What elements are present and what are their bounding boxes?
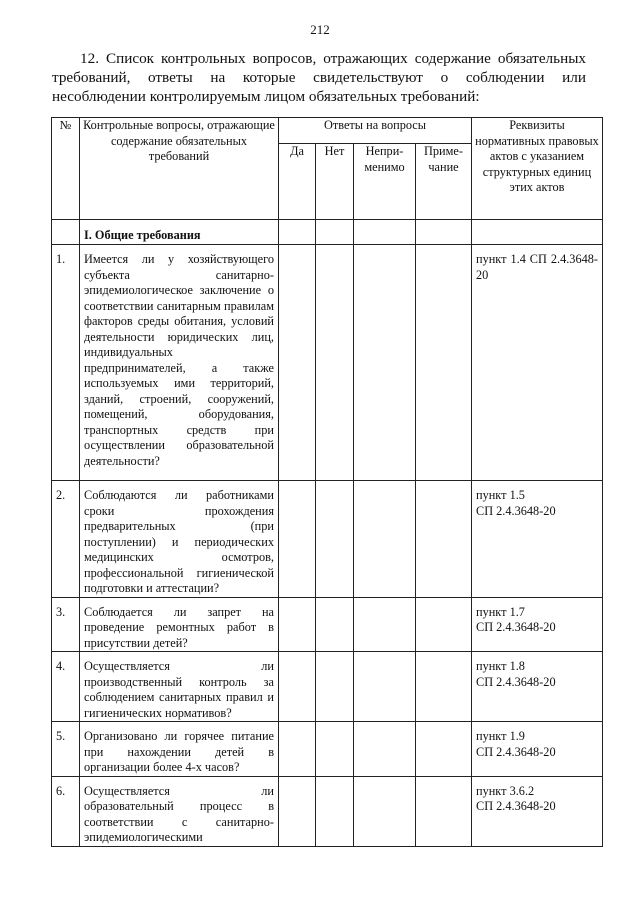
- row-reference: пункт 1.4 СП 2.4.3648-20: [472, 245, 603, 481]
- row-question: Осуществляется ли производственный контроль за соблюдением санитарных правил и гигиенических нормативов?: [80, 652, 279, 722]
- page-number: 212: [310, 22, 330, 37]
- checklist-table: [51, 117, 603, 847]
- row-reference: пункт 1.8 СП 2.4.3648-20: [472, 652, 603, 722]
- section-title: I. Общие требования: [80, 220, 279, 245]
- answer-note-cell[interactable]: [416, 776, 472, 846]
- table-row: [52, 652, 603, 722]
- answer-not-applicable-cell[interactable]: [354, 776, 416, 846]
- reference-cell: [472, 220, 603, 245]
- header-questions: Контрольные вопросы, отражающие содержание обязательных требований: [80, 118, 279, 220]
- header-not-applicable: Непри- менимо: [354, 144, 416, 220]
- answer-note-cell[interactable]: [416, 722, 472, 777]
- header-number: №: [52, 118, 80, 220]
- answer-yes-cell[interactable]: [279, 722, 316, 777]
- answer-cell[interactable]: [316, 220, 354, 245]
- header-note: Приме- чание: [416, 144, 472, 220]
- row-question: Соблюдаются ли работниками сроки прохождения предварительных (при поступлении) и периодических медицинских осмотров, профессиональной гигиенической подготовки и аттестации?: [80, 481, 279, 598]
- answer-note-cell[interactable]: [416, 245, 472, 481]
- row-reference: пункт 3.6.2 СП 2.4.3648-20: [472, 776, 603, 846]
- table-row: [52, 597, 603, 652]
- row-number: 4.: [52, 652, 80, 722]
- row-number: 6.: [52, 776, 80, 846]
- table-body: [52, 220, 603, 847]
- answer-yes-cell[interactable]: [279, 245, 316, 481]
- answer-no-cell[interactable]: [316, 722, 354, 777]
- row-reference: пункт 1.5 СП 2.4.3648-20: [472, 481, 603, 598]
- answer-note-cell[interactable]: [416, 652, 472, 722]
- header-requisites: Реквизиты нормативных правовых актов с указанием структурных единиц этих актов: [472, 118, 603, 220]
- answer-note-cell[interactable]: [416, 597, 472, 652]
- section-row: [52, 220, 603, 245]
- answer-no-cell[interactable]: [316, 597, 354, 652]
- table-row: [52, 722, 603, 777]
- table-row: [52, 776, 603, 846]
- answer-not-applicable-cell[interactable]: [354, 652, 416, 722]
- row-reference: пункт 1.7 СП 2.4.3648-20: [472, 597, 603, 652]
- answer-note-cell[interactable]: [416, 481, 472, 598]
- row-number: 3.: [52, 597, 80, 652]
- header-yes: Да: [279, 144, 316, 220]
- row-number: 1.: [52, 245, 80, 481]
- answer-cell[interactable]: [416, 220, 472, 245]
- answer-no-cell[interactable]: [316, 481, 354, 598]
- answer-not-applicable-cell[interactable]: [354, 597, 416, 652]
- row-question: Осуществляется ли образовательный процесс в соответствии с санитарно-эпидемиологическими: [80, 776, 279, 846]
- answer-yes-cell[interactable]: [279, 652, 316, 722]
- answer-cell[interactable]: [354, 220, 416, 245]
- answer-no-cell[interactable]: [316, 245, 354, 481]
- row-number: 2.: [52, 481, 80, 598]
- intro-paragraph: 12. Список контрольных вопросов, отражающих содержание обязательных требований, ответы на которые свидетельствуют о соблюдении или несоблюдении контролируемым лицом обязательных требований:: [52, 50, 586, 105]
- answer-yes-cell[interactable]: [279, 776, 316, 846]
- row-question: Организовано ли горячее питание при нахождении детей в организации более 4-х часов?: [80, 722, 279, 777]
- header-answers-group: Ответы на вопросы: [279, 118, 472, 144]
- answer-not-applicable-cell[interactable]: [354, 481, 416, 598]
- answer-yes-cell[interactable]: [279, 597, 316, 652]
- section-number-cell: [52, 220, 80, 245]
- table-row: [52, 245, 603, 481]
- row-question: Соблюдается ли запрет на проведение ремонтных работ в присутствии детей?: [80, 597, 279, 652]
- table-row: [52, 481, 603, 598]
- row-number: 5.: [52, 722, 80, 777]
- answer-no-cell[interactable]: [316, 652, 354, 722]
- answer-not-applicable-cell[interactable]: [354, 722, 416, 777]
- answer-cell[interactable]: [279, 220, 316, 245]
- table-header: [52, 118, 603, 220]
- header-no: Нет: [316, 144, 354, 220]
- row-question: Имеется ли у хозяйствующего субъекта санитарно-эпидемиологическое заключение о соответствии санитарным правилам факторов среды обитания, условий деятельности юридических лиц, индивидуальных предпринимателей, а также используемых ими территорий, зданий, строений, сооружений, помещений, оборудования, транспортных средств при осуществлении образовательной деятельности?: [80, 245, 279, 481]
- answer-not-applicable-cell[interactable]: [354, 245, 416, 481]
- answer-yes-cell[interactable]: [279, 481, 316, 598]
- answer-no-cell[interactable]: [316, 776, 354, 846]
- row-reference: пункт 1.9 СП 2.4.3648-20: [472, 722, 603, 777]
